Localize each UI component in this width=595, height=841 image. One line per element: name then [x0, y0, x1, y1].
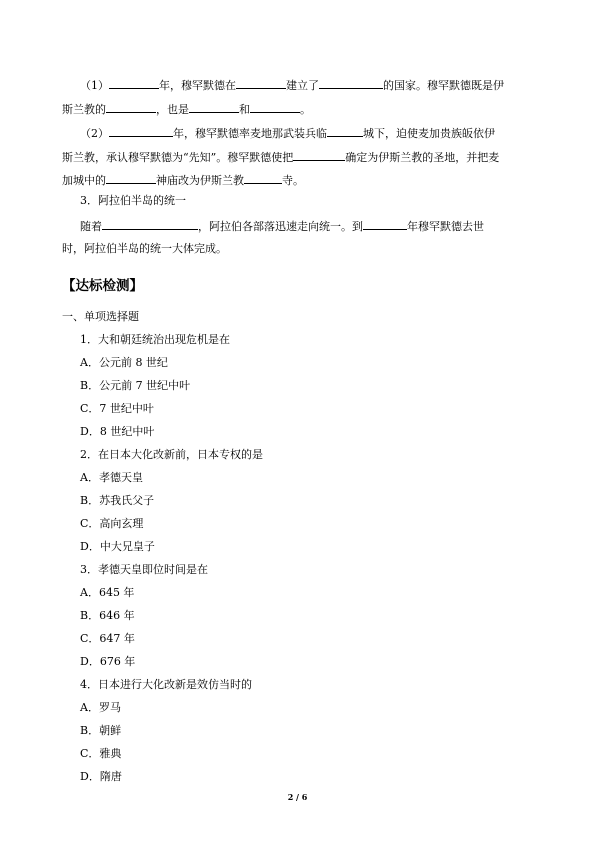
blank[interactable] — [106, 101, 156, 113]
text-segment: 斯兰教的 — [62, 103, 106, 116]
text-line: 时，阿拉伯半岛的统一大体完成。 — [62, 242, 227, 255]
blank[interactable] — [244, 172, 282, 184]
fill-line — [80, 125, 495, 141]
answer-option[interactable]: B．646 年 — [80, 609, 135, 622]
question-stem: 4．日本进行大化改新是效仿当时的 — [80, 678, 252, 691]
question-stem: 1．大和朝廷统治出现危机是在 — [80, 333, 230, 346]
fill-line — [62, 172, 304, 188]
fill-line — [62, 101, 311, 117]
subsection-title: 3．阿拉伯半岛的统一 — [80, 194, 186, 207]
text-segment: 城下，迫使麦加贵族皈依伊 — [363, 127, 495, 140]
item-number: （2） — [80, 127, 109, 140]
blank[interactable] — [102, 218, 198, 230]
answer-option[interactable]: C．雅典 — [80, 747, 122, 760]
answer-option[interactable]: B．公元前 7 世纪中叶 — [80, 379, 191, 392]
answer-option[interactable]: A．645 年 — [80, 586, 135, 599]
fill-line — [80, 77, 504, 93]
item-number: （1） — [80, 79, 109, 92]
answer-option[interactable]: D．8 世纪中叶 — [80, 425, 155, 438]
answer-option[interactable]: C．7 世纪中叶 — [80, 402, 154, 415]
answer-option[interactable]: D．隋唐 — [80, 770, 122, 783]
text-segment: ，也是 — [156, 103, 189, 116]
blank[interactable] — [363, 218, 407, 230]
blank[interactable] — [236, 77, 286, 89]
page-number: 2 / 6 — [287, 792, 308, 802]
question-stem: 2．在日本大化改新前，日本专权的是 — [80, 448, 263, 461]
text-segment: 年，穆罕默德在 — [159, 79, 236, 92]
blank[interactable] — [109, 77, 159, 89]
answer-option[interactable]: A．罗马 — [80, 701, 121, 714]
text-segment: 建立了 — [286, 79, 319, 92]
text-segment: 年，穆罕默德率麦地那武装兵临 — [173, 127, 327, 140]
answer-option[interactable]: A．孝德天皇 — [80, 471, 143, 484]
blank[interactable] — [189, 101, 239, 113]
blank[interactable] — [319, 77, 383, 89]
blank[interactable] — [250, 101, 300, 113]
answer-option[interactable]: D．中大兄皇子 — [80, 540, 155, 553]
fill-line — [62, 149, 499, 165]
text-segment: 和 — [239, 103, 250, 116]
answer-option[interactable]: B．苏我氏父子 — [80, 494, 155, 507]
section-title: 【达标检测】 — [62, 278, 143, 294]
answer-option[interactable]: C．647 年 — [80, 632, 135, 645]
answer-option[interactable]: B．朝鲜 — [80, 724, 122, 737]
blank[interactable] — [293, 149, 345, 161]
text-segment: 。 — [300, 103, 311, 116]
text-segment: 随着 — [80, 220, 102, 233]
blank[interactable] — [109, 125, 173, 137]
text-segment: 加城中的 — [62, 174, 106, 187]
text-segment: 斯兰教，承认穆罕默德为“先知”。穆罕默德使把 — [62, 151, 294, 164]
text-segment: 神庙改为伊斯兰教 — [156, 174, 244, 187]
text-segment: 的国家。穆罕默德既是伊 — [383, 79, 504, 92]
text-segment: 年穆罕默德去世 — [407, 220, 484, 233]
text-segment: 寺。 — [282, 174, 304, 187]
answer-option[interactable]: D．676 年 — [80, 655, 136, 668]
blank[interactable] — [327, 125, 363, 137]
section-subtitle: 一、单项选择题 — [62, 310, 139, 323]
answer-option[interactable]: A．公元前 8 世纪 — [80, 356, 168, 369]
blank[interactable] — [106, 172, 156, 184]
fill-line — [80, 218, 484, 234]
answer-option[interactable]: C．高向玄理 — [80, 517, 144, 530]
question-stem: 3．孝德天皇即位时间是在 — [80, 563, 208, 576]
text-segment: ，阿拉伯各部落迅速走向统一。到 — [198, 220, 363, 233]
text-segment: 确定为伊斯兰教的圣地，并把麦 — [345, 151, 500, 164]
